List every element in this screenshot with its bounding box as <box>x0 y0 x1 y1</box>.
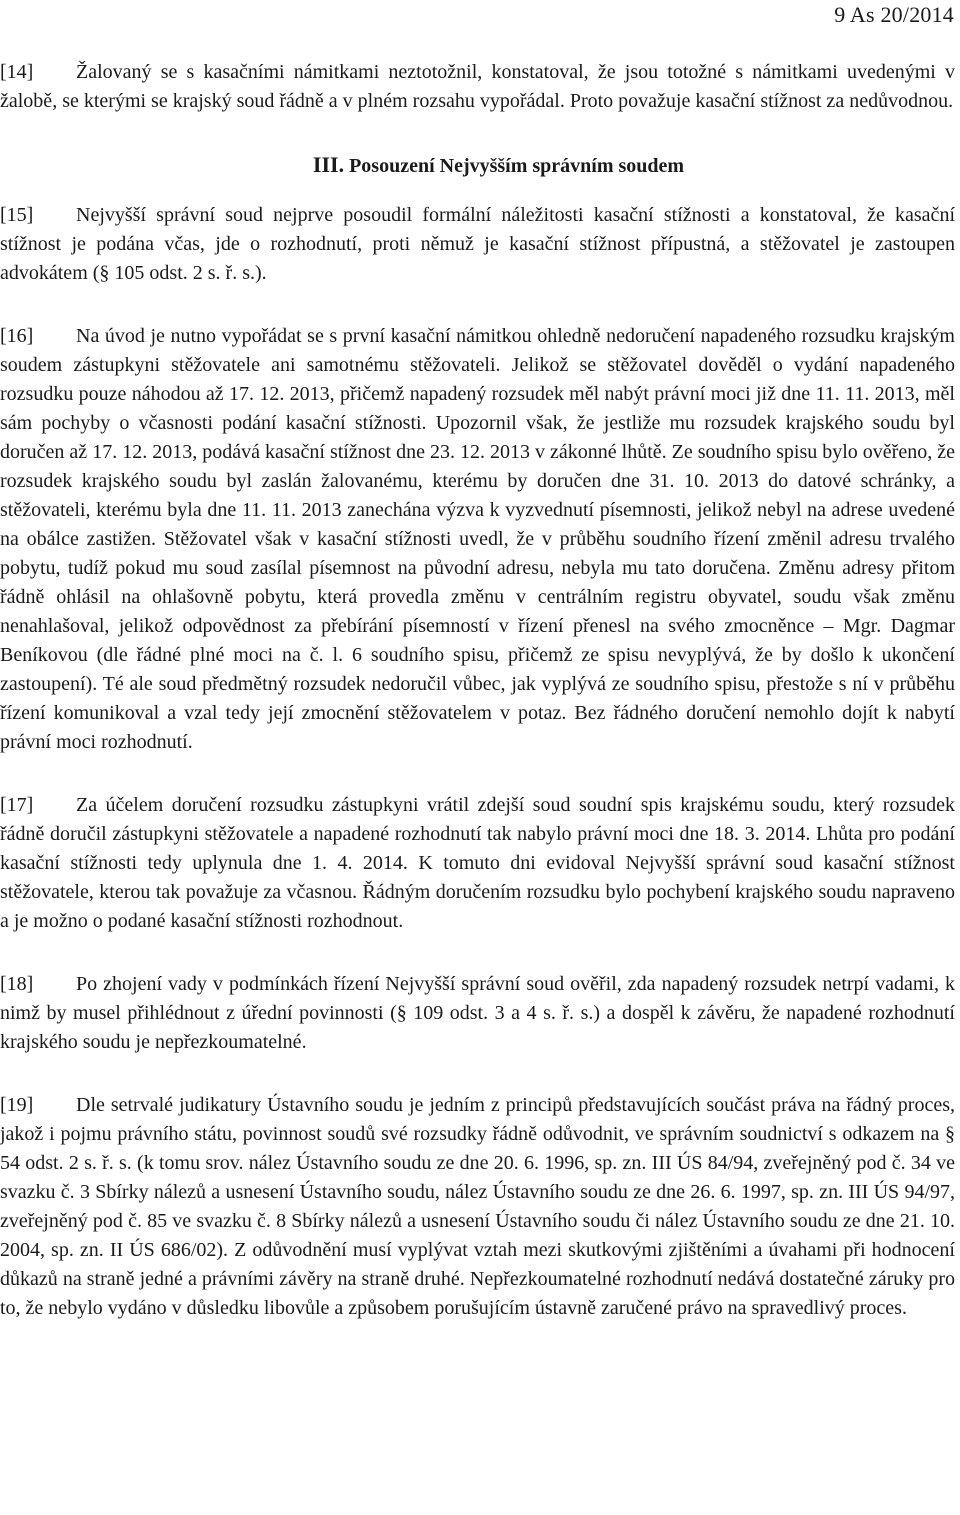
case-number: 9 As 20/2014 <box>834 2 954 27</box>
paragraph-14 <box>0 58 955 116</box>
paragraph-number: [14] <box>0 61 34 83</box>
document-body <box>0 58 955 1357</box>
paragraph-18 <box>0 970 955 1057</box>
paragraph-text: Žalovaný se s kasačními námitkami neztotožnil, konstatoval, že jsou totožné s námitkami uvedenými v žalobě, se kterými se krajský soud řádně a v plném rozsahu vypořádal. Proto považuje kasační stížnost za nedůvodnou. <box>0 61 955 112</box>
paragraph-number: [17] <box>0 794 34 816</box>
paragraph-number: [15] <box>0 204 34 226</box>
paragraph-text: Nejvyšší správní soud nejprve posoudil formální náležitosti kasační stížnosti a konstatoval, že kasační stížnost je podána včas, jde o rozhodnutí, proti němuž je kasační stížnost přípustná, a stěžovatel je zastoupen advokátem (§ 105 odst. 2 s. ř. s.). <box>0 204 955 284</box>
section-heading <box>0 150 955 181</box>
paragraph-15 <box>0 201 955 288</box>
section-roman-numeral: III. <box>312 152 345 177</box>
section-title: Posouzení Nejvyšším správním soudem <box>349 155 685 177</box>
paragraph-16 <box>0 322 955 757</box>
paragraph-number: [16] <box>0 325 34 347</box>
paragraph-text: Za účelem doručení rozsudku zástupkyni vrátil zdejší soud soudní spis krajskému soudu, který rozsudek řádně doručil zástupkyni stěžovatele a napadené rozhodnutí tak nabylo právní moci dne 18. 3. 2014. Lhůta pro podání kasační stížnosti tedy uplynula dne 1. 4. 2014. K tomuto dni evidoval Nejvyšší správní soud kasační stížnost stěžovatele, kterou tak považuje za včasnou. Řádným doručením rozsudku bylo pochybení krajského soudu napraveno a je možno o podané kasační stížnosti rozhodnout. <box>0 794 955 932</box>
paragraph-number: [19] <box>0 1094 34 1116</box>
paragraph-17 <box>0 791 955 936</box>
paragraph-text: Dle setrvalé judikatury Ústavního soudu je jedním z principů představujících součást práva na řádný proces, jakož i pojmu právního státu, povinnost soudů své rozsudky řádně odůvodnit, ve správním soudnictví s odkazem na § 54 odst. 2 s. ř. s. (k tomu srov. nález Ústavního soudu ze dne 20. 6. 1996, sp. zn. III ÚS 84/94, zveřejněný pod č. 34 ve svazku č. 3 Sbírky nálezů a usnesení Ústavního soudu, nález Ústavního soudu ze dne 26. 6. 1997, sp. zn. III ÚS 94/97, zveřejněný pod č. 85 ve svazku č. 8 Sbírky nálezů a usnesení Ústavního soudu či nález Ústavního soudu ze dne 21. 10. 2004, sp. zn. II ÚS 686/02). Z odůvodnění musí vyplývat vztah mezi skutkovými zjištěními a úvahami při hodnocení důkazů na straně jedné a právními závěry na straně druhé. Nepřezkoumatelné rozhodnutí nedává dostatečné záruky pro to, že nebylo vydáno v důsledku libovůle a způsobem porušujícím ústavně zaručené právo na spravedlivý proces. <box>0 1094 955 1319</box>
paragraph-19 <box>0 1091 955 1323</box>
paragraph-text: Na úvod je nutno vypořádat se s první kasační námitkou ohledně nedoručení napadeného rozsudku krajským soudem zástupkyni stěžovatele ani samotnému stěžovateli. Jelikož se stěžovatel dověděl o vydání napadeného rozsudku pouze náhodou až 17. 12. 2013, přičemž napadený rozsudek měl nabýt právní moci již dne 11. 11. 2013, měl sám pochyby o včasnosti podání kasační stížnosti. Upozornil však, že jestliže mu rozsudek krajského soudu byl doručen až 17. 12. 2013, podává kasační stížnost dne 23. 12. 2013 v zákonné lhůtě. Ze soudního spisu bylo ověřeno, že rozsudek krajského soudu byl zaslán žalovanému, kterému by doručen dne 31. 10. 2013 do datové schránky, a stěžovateli, kterému byla dne 11. 11. 2013 zanechána výzva k vyzvednutí písemnosti, jelikož nebyl na adrese uvedené na obálce zastižen. Stěžovatel však v kasační stížnosti uvedl, že v průběhu soudního řízení změnil adresu trvalého pobytu, tudíž pokud mu soud zasílal písemnost na původní adresu, nebyla mu tato doručena. Změnu adresy přitom řádně ohlásil na ohlašovně pobytu, která provedla změnu v centrálním registru obyvatel, soudu však změnu nenahlašoval, jelikož odpovědnost za přebírání písemností v řízení přenesl na svého zmocněnce – Mgr. Dagmar Beníkovou (dle řádné plné moci na č. l. 6 soudního spisu, přičemž ze spisu nevyplývá, že by došlo k ukončení zastoupení). Té ale soud předmětný rozsudek nedoručil vůbec, jak vyplývá ze soudního spisu, přestože s ní v průběhu řízení komunikoval a vzal tedy její zmocnění stěžovatelem v potaz. Bez řádného doručení nemohlo dojít k nabytí právní moci rozhodnutí. <box>0 325 955 753</box>
paragraph-number: [18] <box>0 973 34 995</box>
paragraph-text: Po zhojení vady v podmínkách řízení Nejvyšší správní soud ověřil, zda napadený rozsudek netrpí vadami, k nimž by musel přihlédnout z úřední povinnosti (§ 109 odst. 3 a 4 s. ř. s.) a dospěl k závěru, že napadené rozhodnutí krajského soudu je nepřezkoumatelné. <box>0 973 955 1053</box>
